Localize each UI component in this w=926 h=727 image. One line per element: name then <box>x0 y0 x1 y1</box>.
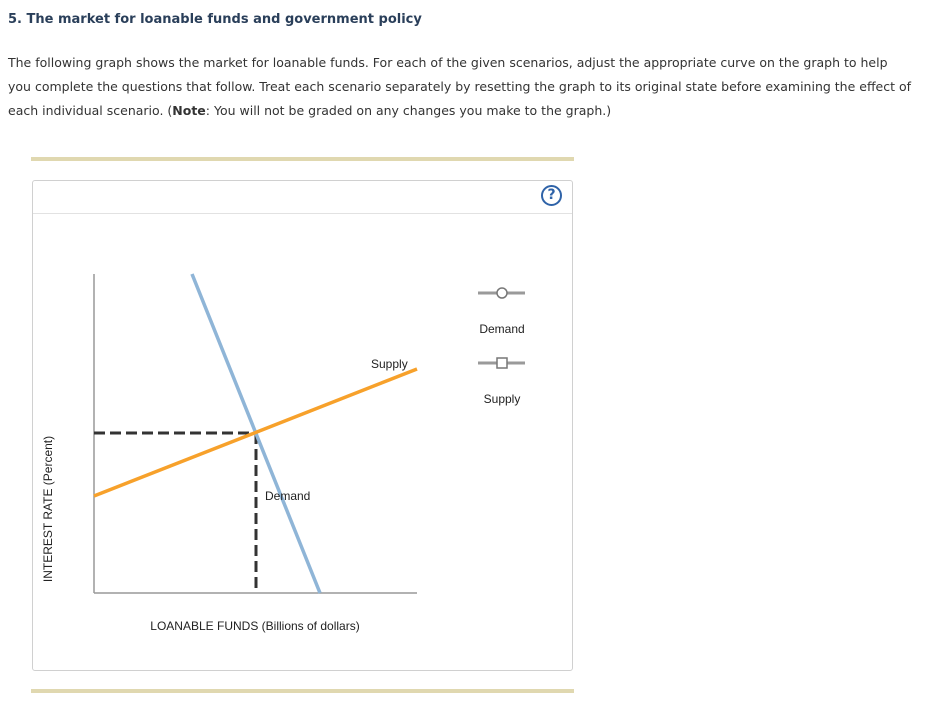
question-title: 5. The market for loanable funds and government policy <box>8 12 422 27</box>
legend-supply-label: Supply <box>483 392 521 406</box>
question-description <box>8 51 913 123</box>
legend-demand-label: Demand <box>479 322 525 336</box>
bottom-divider <box>31 689 574 693</box>
legend-demand-tool[interactable] <box>478 288 525 336</box>
description-text-1: The following graph shows the market for loanable funds. For each of the given scenarios, adjust the appropriate curve on the graph to help you complete the questions that follow. Treat each scenario separately by resetting the graph to its original state before examining the effect of each individual scenario. ( <box>8 55 912 118</box>
description-text-2: : You will not be graded on any changes you make to the graph.) <box>205 103 612 118</box>
legend-supply-tool[interactable] <box>478 358 525 406</box>
loanable-funds-graph <box>33 181 572 670</box>
graph-panel <box>32 180 573 671</box>
top-divider <box>31 157 574 161</box>
y-axis-label: INTEREST RATE (Percent) <box>41 435 55 583</box>
demand-curve-label: Demand <box>265 489 311 503</box>
x-axis-label: LOANABLE FUNDS (Billions of dollars) <box>150 619 360 633</box>
supply-curve-label: Supply <box>371 357 408 371</box>
note-label: Note <box>172 103 206 118</box>
circle-marker-icon <box>497 288 507 298</box>
square-marker-icon <box>497 358 507 368</box>
help-icon[interactable]: ? <box>541 185 562 206</box>
